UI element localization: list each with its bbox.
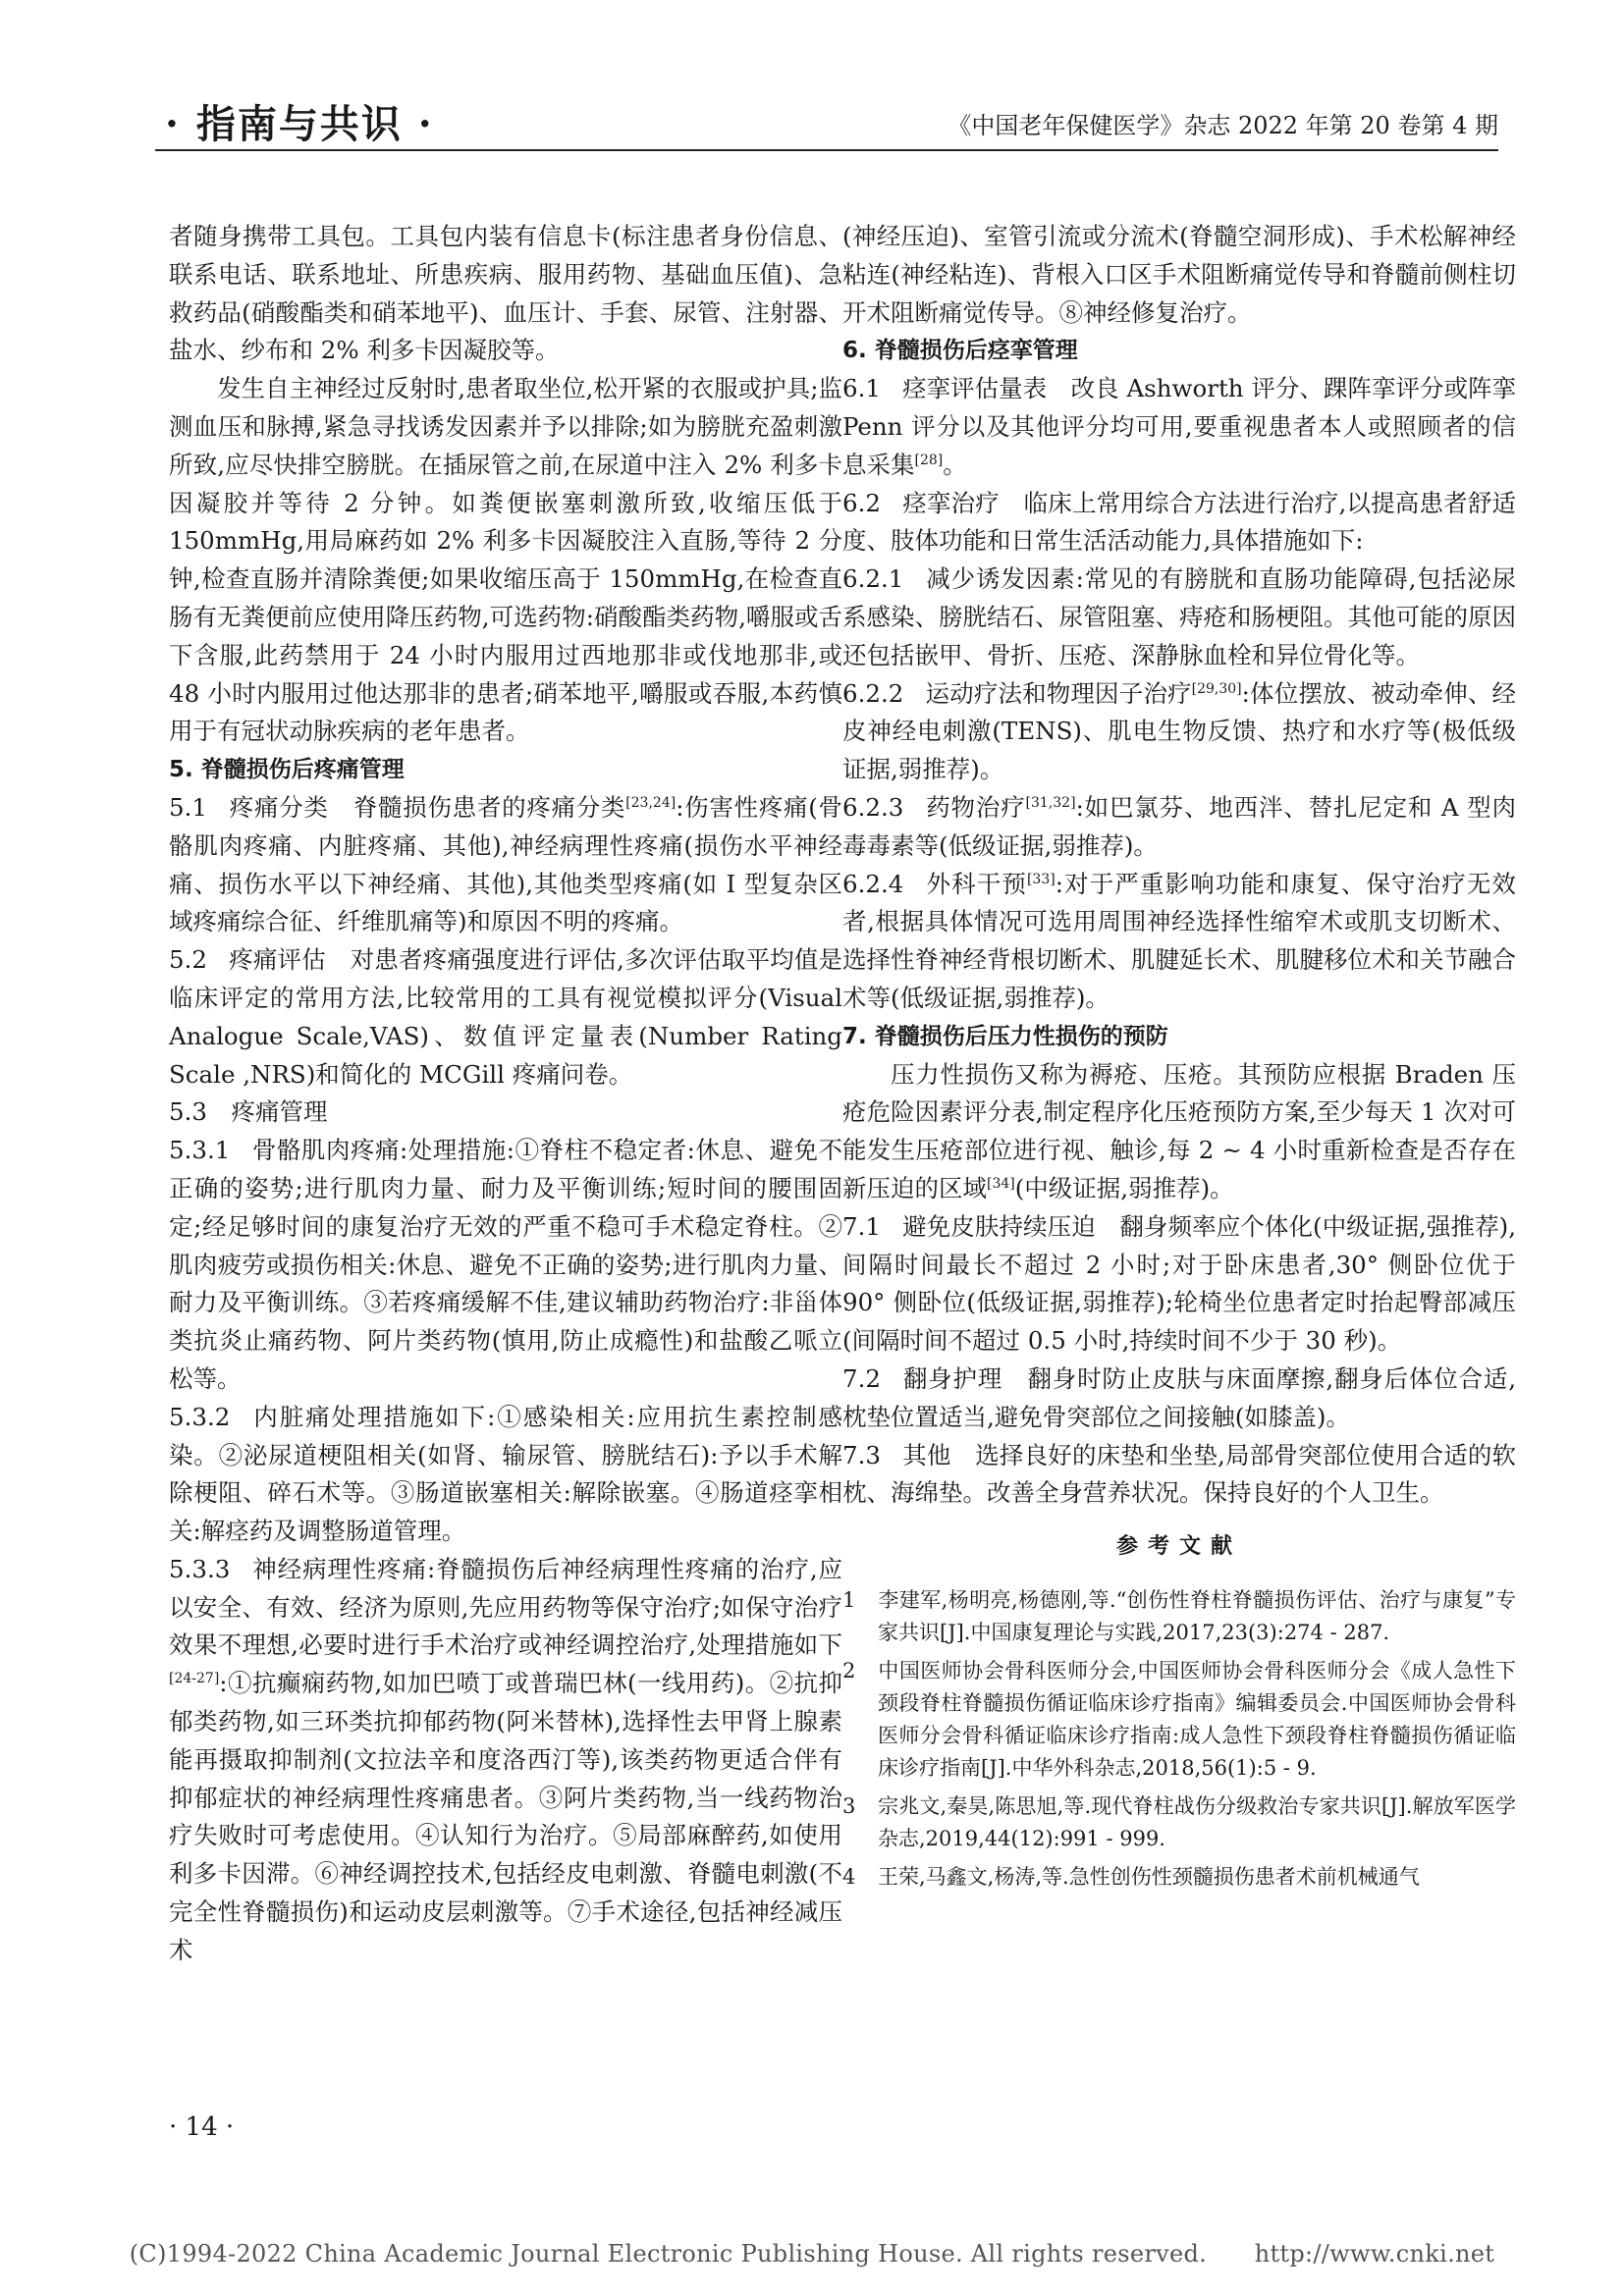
- paragraph: 者随身携带工具包。工具包内装有信息卡(标注患者身份信息、联系电话、联系地址、所患疾病、服用药物、基础血压值)、急救药品(硝酸酯类和硝苯地平)、血压计、手套、尿管、注射器、盐水、纱布和 2% 利多卡因凝胶等。: [169, 222, 842, 365]
- reference-item: 4 王荣,马鑫文,杨涛,等.急性创伤性颈髓损伤患者术前机械通气: [842, 1864, 1420, 1889]
- citation: [23,24]: [625, 794, 677, 811]
- reference-item: 3 宗兆文,秦昊,陈思旭,等.现代脊柱战伤分级救治专家共识[J].解放军医学杂志,2019,44(12):991 - 999.: [842, 1793, 1516, 1850]
- subsection-5-2: 5.2 疼痛评估 对患者疼痛强度进行评估,多次评估取平均值是临床评定的常用方法,比较常用的工具有视觉模拟评分(Visual Analogue Scale,VAS)、数值评定量表(Number Rating Scale ,NRS)和简化的 MCGill 疼痛问卷。: [169, 945, 843, 1089]
- subsection-5-1: 5.1 疼痛分类 脊髓损伤患者的疼痛分类[23,24]:伤害性疼痛(骨骼肌肉疼痛、内脏疼痛、其他),神经病理性疼痛(损伤水平神经痛、损伤水平以下神经痛、其他),其他类型疼痛(如 I 型复杂区域疼痛综合征、纤维肌痛等)和原因不明的疼痛。: [169, 792, 843, 936]
- citation: [24-27]: [169, 1671, 220, 1687]
- subsection-7-2: 7.2 翻身护理 翻身时防止皮肤与床面摩擦,翻身后体位合适,枕垫位置适当,避免骨突部位之间接触(如膝盖)。: [842, 1363, 1517, 1431]
- paragraph: 发生自主神经过反射时,患者取坐位,松开紧的衣服或护具;监测血压和脉搏,紧急寻找诱发因素并予以排除;如为膀胱充盈刺激所致,应尽快排空膀胱。在插尿管之前,在尿道中注入 2% 利多卡因凝胶并等待 2 分钟。如粪便嵌塞刺激所致,收缩压低于 150mmHg,用局麻药如 2% 利多卡因凝胶注入直肠,等待 2 分钟,检查直肠并清除粪便;如果收缩压高于 150mmHg,在检查直肠有无粪便前应使用降压药物,可选药物:硝酸酯类药物,嚼服或舌下含服,此药禁用于 24 小时内服用过西地那非或伐地那非,或 48 小时内服用过他达那非的患者;硝苯地平,嚼服或吞服,本药慎用于有冠状动脉疾病的老年患者。: [169, 374, 842, 746]
- subsection-5-3-2: 5.3.2 内脏痛处理措施如下:①感染相关:应用抗生素控制感染。②泌尿道梗阻相关(如肾、输尿管、膀胱结石):予以手术解除梗阻、碎石术等。③肠道嵌塞相关:解除嵌塞。④肠道痉挛相关:解痉药及调整肠道管理。: [169, 1402, 842, 1546]
- section-heading: 6. 脊髓损伤后痉挛管理: [842, 338, 1078, 364]
- section-label: · 指南与共识 ·: [165, 101, 434, 147]
- section-heading: 5. 脊髓损伤后疼痛管理: [169, 757, 405, 783]
- copyright-footer: (C)1994-2022 China Academic Journal Electronic Publishing House. All rights reserved. http://www.cnki.net: [129, 2240, 1495, 2268]
- subsection-6-2-3: 6.2.3 药物治疗[31,32]:如巴氯芬、地西泮、替扎尼定和 A 型肉毒毒素等(低级证据,弱推荐)。: [842, 792, 1517, 860]
- section-heading: 7. 脊髓损伤后压力性损伤的预防: [842, 1023, 1168, 1049]
- subsection-6-1: 6.1 痉挛评估量表 改良 Ashworth 评分、踝阵挛评分或阵挛 Penn 评分以及其他评分均可用,要重视患者本人或照顾者的信息采集[28]。: [842, 374, 1517, 479]
- citation: [28]: [914, 452, 944, 468]
- subsection-7-3: 7.3 其他 选择良好的床垫和坐垫,局部骨突部位使用合适的软枕、海绵垫。改善全身营养状况。保持良好的个人卫生。: [842, 1440, 1517, 1508]
- subsection-6-2-2: 6.2.2 运动疗法和物理因子治疗[29,30]:体位摆放、被动牵伸、经皮神经电刺激(TENS)、肌电生物反馈、热疗和水疗等(极低级证据,弱推荐)。: [842, 678, 1517, 784]
- journal-info: 《中国老年保健医学》杂志 2022 年第 20 卷第 4 期: [947, 112, 1498, 139]
- subsection-5-3-1: 5.3.1 骨骼肌肉疼痛:处理措施:①脊柱不稳定者:休息、避免不正确的姿势;进行肌肉力量、耐力及平衡训练;短时间的腰围固定;经足够时间的康复治疗无效的严重不稳可手术稳定脊柱。②肌肉疲劳或损伤相关:休息、避免不正确的姿势;进行肌肉力量、耐力及平衡训练。③若疼痛缓解不佳,建议辅助药物治疗:非甾体类抗炎止痛药物、阿片类药物(慎用,防止成瘾性)和盐酸乙哌立松等。: [169, 1136, 842, 1393]
- citation: [33]: [1026, 871, 1056, 887]
- subsection-6-2: 6.2 痉挛治疗 临床上常用综合方法进行治疗,以提高患者舒适度、肢体功能和日常生活活动能力,具体措施如下:: [842, 488, 1517, 556]
- subsection-heading: 5.3 疼痛管理: [169, 1097, 328, 1127]
- page-number: · 14 ·: [169, 2112, 235, 2142]
- paragraph: (神经压迫)、室管引流或分流术(脊髓空洞形成)、手术松解神经粘连(神经粘连)、背根入口区手术阻断痛觉传导和脊髓前侧柱切开术阻断痛觉传导。⑧神经修复治疗。: [842, 222, 1516, 327]
- citation: [34]: [987, 1175, 1015, 1192]
- paragraph: 压力性损伤又称为褥疮、压疮。其预防应根据 Braden 压疮危险因素评分表,制定程序化压疮预防方案,至少每天 1 次对可能发生压疮部位进行视、触诊,每 2 ~ 4 小时重新检查是否存在新压迫的区域[34](中级证据,弱推荐)。: [842, 1059, 1516, 1202]
- reference-item: 2 中国医师协会骨科医师分会,中国医师协会骨科医师分会《成人急性下颈段脊柱脊髓损伤循证临床诊疗指南》编辑委员会.中国医师协会骨科医师分会骨科循证临床诊疗指南:成人急性下颈段脊柱脊髓损伤循证临床诊疗指南[J].中华外科杂志,2018,56(1):5 - 9.: [842, 1658, 1516, 1780]
- subsection-6-2-4: 6.2.4 外科干预[33]:对于严重影响功能和康复、保守治疗无效者,根据具体情况可选用周围神经选择性缩窄术或肌支切断术、选择性脊神经背根切断术、肌腱延长术、肌腱移位术和关节融合术等(低级证据,弱推荐)。: [842, 869, 1517, 1012]
- left-column: [169, 218, 842, 1970]
- references-heading: 参考文献: [1115, 1534, 1242, 1560]
- citation: [29,30]: [1191, 680, 1242, 697]
- reference-item: 1 李建军,杨明亮,杨德刚,等.“创伤性脊柱脊髓损伤评估、治疗与康复”专家共识[J].中国康复理论与实践,2017,23(3):274 - 287.: [842, 1587, 1516, 1644]
- header-rule: [155, 149, 1498, 151]
- subsection-5-3-3: 5.3.3 神经病理性疼痛:脊髓损伤后神经病理性疼痛的治疗,应以安全、有效、经济为原则,先应用药物等保守治疗;如保守治疗效果不理想,必要时进行手术治疗或神经调控治疗,处理措施如下[24-27]:①抗癫痫药物,如加巴喷丁或普瑞巴林(一线用药)。②抗抑郁类药物,如三环类抗抑郁药物(阿米替林),选择性去甲肾上腺素能再摄取抑制剂(文拉法辛和度洛西汀等),该类药物更适合伴有抑郁症状的神经病理性疼痛患者。③阿片类药物,当一线药物治疗失败时可考虑使用。④认知行为治疗。⑤局部麻醉药,如使用利多卡因滞。⑥神经调控技术,包括经皮电刺激、脊髓电刺激(不完全性脊髓损伤)和运动皮层刺激等。⑦手术途径,包括神经减压术: [169, 1554, 842, 1964]
- subsection-6-2-1: 6.2.1 减少诱发因素:常见的有膀胱和直肠功能障碍,包括泌尿系感染、膀胱结石、尿管阻塞、痔疮和肠梗阻。其他可能的原因还包括嵌甲、骨折、压疮、深静脉血栓和异位骨化等。: [842, 564, 1516, 669]
- right-column: [842, 218, 1516, 1899]
- citation: [31,32]: [1025, 794, 1076, 811]
- subsection-7-1: 7.1 避免皮肤持续压迫 翻身频率应个体化(中级证据,强推荐),间隔时间最长不超过 2 小时;对于卧床患者,30° 侧卧位优于 90° 侧卧位(低级证据,弱推荐);轮椅坐位患者定时抬起臀部减压(间隔时间不超过 0.5 小时,持续时间不少于 30 秒)。: [842, 1211, 1517, 1356]
